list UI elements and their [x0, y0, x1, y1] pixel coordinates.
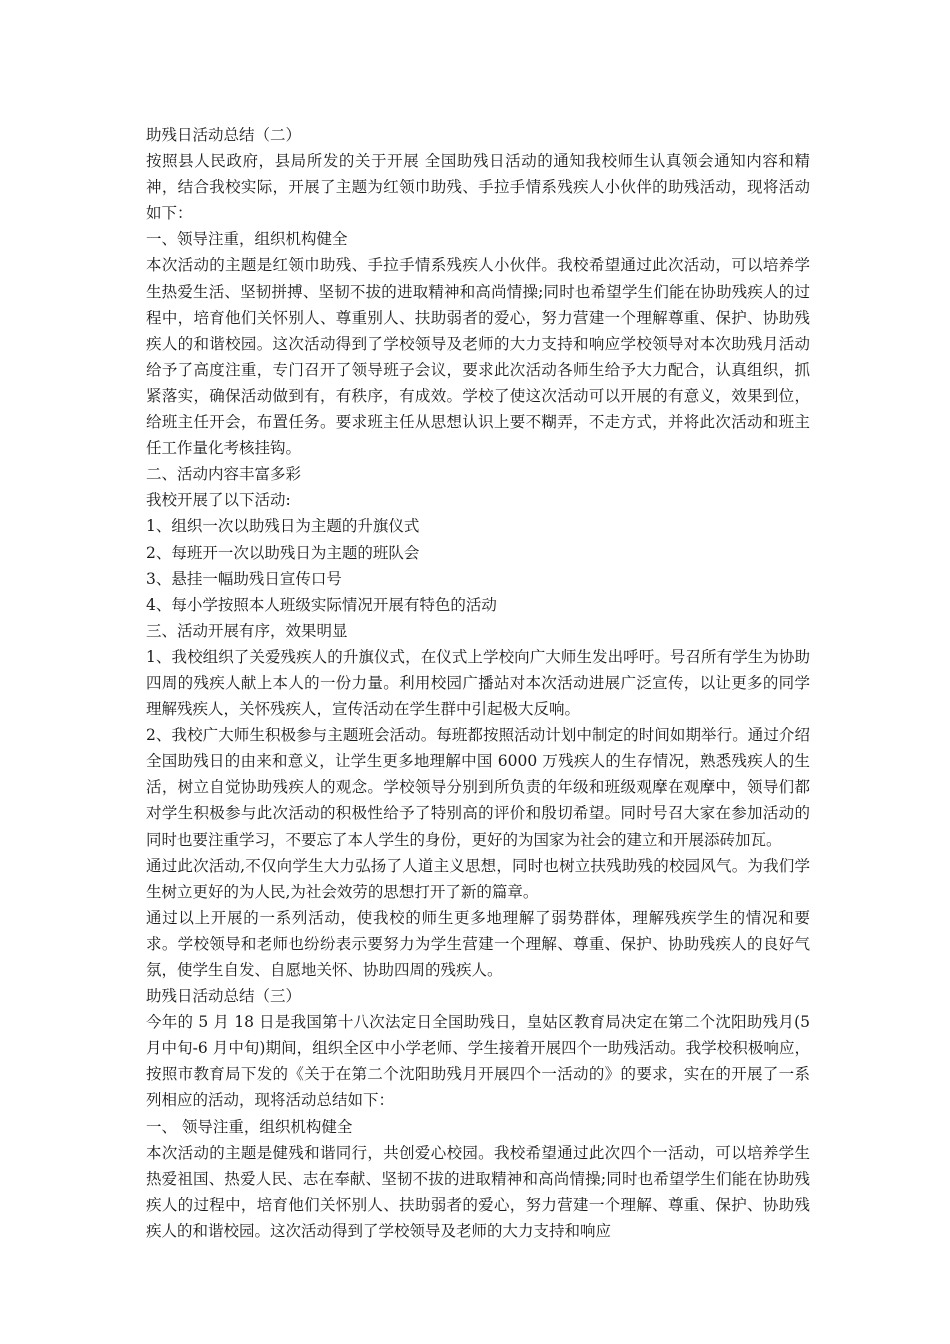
heading-leadership: 一、领导注重，组织机构健全	[146, 230, 348, 249]
heading-results: 三、活动开展有序，效果明显	[146, 621, 348, 640]
body-paragraph: 通过以上开展的一系列活动，使我校的师生更多地理解了弱势群体，理解残疾学生的情况和要求。学校领导和老师也纷纷表示要努力为学生营建一个理解、尊重、保护、协助残疾人的良好气氛，使学生自发、自愿地关怀、协助四周的残疾人。	[146, 908, 810, 979]
body-paragraph: 今年的 5 月 18 日是我国第十八次法定日全国助残日，皇姑区教育局决定在第二个沈阳助残月(5 月中旬-6 月中旬)期间，组织全区中小学老师、学生接着开展四个一助残活动。我学校积极响应，按照市教育局下发的《关于在第二个沈阳助残月开展四个一活动的》的要求，实在的开展了一系列相应的活动，现将活动总结如下：	[146, 1013, 810, 1110]
heading-activities: 二、活动内容丰富多彩	[146, 465, 302, 484]
body-paragraph: 通过此次活动,不仅向学生大力弘扬了人道主义思想，同时也树立扶残助残的校园风气。为我们学生树立更好的为人民,为社会效劳的思想打开了新的篇章。	[146, 856, 810, 901]
section-title-3: 助残日活动总结（三）	[146, 987, 302, 1006]
body-paragraph: 我校开展了以下活动:	[146, 491, 291, 510]
list-item: 3、悬挂一幅助残日宣传口号	[146, 569, 342, 588]
section-title-2: 助残日活动总结（二）	[146, 126, 302, 144]
intro-paragraph: 按照县人民政府，县局所发的关于开展 全国助残日活动的通知我校师生认真领会通知内容和精神，结合我校实际，开展了主题为红领巾助残、手拉手情系残疾人小伙伴的助残活动，现将活动如下：	[146, 152, 810, 223]
body-paragraph: 2、我校广大师生积极参与主题班会活动。每班都按照活动计划中制定的时间如期举行。通过介绍全国助残日的由来和意义，让学生更多地理解中国 6000 万残疾人的生存情况，熟悉残疾人的生活，树立自觉协助残疾人的观念。学校领导分别到所负责的年级和班级观摩在观摩中，领导们都对学生积极参与此次活动的积极性给予了特别高的评价和殷切希望。同时号召大家在参加活动的同时也要注重学习，不要忘了本人学生的身份，更好的为国家为社会的建立和开展添砖加瓦。	[146, 726, 810, 849]
document-body	[146, 122, 810, 1244]
body-paragraph: 1、我校组织了关爱残疾人的升旗仪式，在仪式上学校向广大师生发出呼吁。号召所有学生为协助四周的残疾人献上本人的一份力量。利用校园广播站对本次活动进展广泛宣传，以让更多的同学理解残疾人，关怀残疾人，宣传活动在学生群中引起极大反响。	[146, 647, 810, 719]
heading-leadership: 一、 领导注重，组织机构健全	[146, 1117, 353, 1136]
body-paragraph: 本次活动的主题是健残和谐同行，共创爱心校园。我校希望通过此次四个一活动，可以培养学生热爱祖国、热爱人民、志在奉献、坚韧不拔的进取精神和高尚情操;同时也希望学生们能在协助残疾人的过程中，培育他们关怀别人、扶助弱者的爱心，努力营建一个理解、尊重、保护、协助残疾人的和谐校园。这次活动得到了学校领导及老师的大力支持和响应	[146, 1143, 810, 1240]
body-paragraph: 本次活动的主题是红领巾助残、手拉手情系残疾人小伙伴。我校希望通过此次活动，可以培养学生热爱生活、坚韧拼搏、坚韧不拔的进取精神和高尚情操;同时也希望学生们能在协助残疾人的过程中，培育他们关怀别人、尊重别人、扶助弱者的爱心，努力营建一个理解尊重、保护、协助残疾人的和谐校园。这次活动得到了学校领导及老师的大力支持和响应学校领导对本次助残月活动给予了高度注重，专门召开了领导班子会议，要求此次活动各师生给予大力配合，认真组织，抓紧落实，确保活动做到有，有秩序，有成效。学校了使这次活动可以开展的有意义，效果到位，给班主任开会，布置任务。要求班主任从思想认识上要不糊弄，不走方式，并将此次活动和班主任工作量化考核挂钩。	[146, 256, 810, 458]
list-item: 2、每班开一次以助残日为主题的班队会	[146, 543, 420, 562]
list-item: 1、组织一次以助残日为主题的升旗仪式	[146, 517, 420, 536]
list-item: 4、每小学按照本人班级实际情况开展有特色的活动	[146, 595, 497, 614]
